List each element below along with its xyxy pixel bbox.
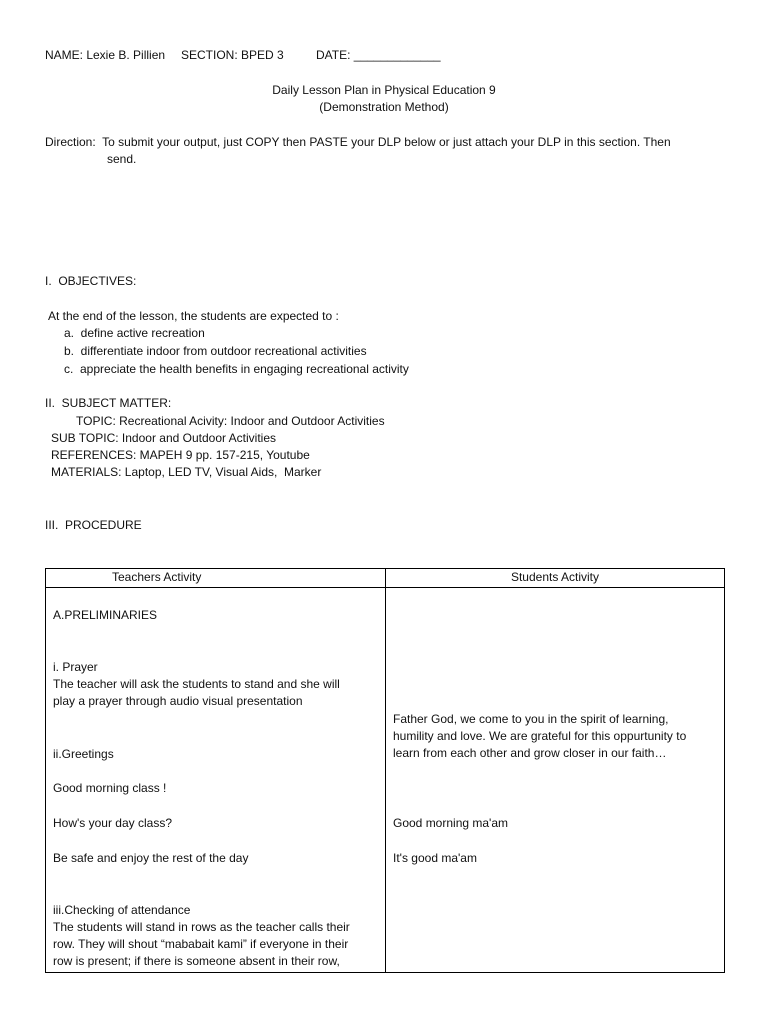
student-prayer-line-1: Father God, we come to you in the spirit of learning, bbox=[393, 712, 669, 726]
prayer-text-line-1: The teacher will ask the students to stand and she will bbox=[53, 677, 340, 691]
procedure-heading: III. PROCEDURE bbox=[45, 518, 142, 532]
subject-matter-heading: II. SUBJECT MATTER: bbox=[45, 396, 172, 410]
teacher-greeting-2: How's your day class? bbox=[53, 816, 173, 830]
attendance-text-line-2: row. They will shout “mababait kami” if everyone in their bbox=[53, 937, 349, 951]
attendance-text-line-1: The students will stand in rows as the teacher calls their bbox=[53, 920, 350, 934]
objective-item-b: b. differentiate indoor from outdoor recreational activities bbox=[64, 344, 367, 358]
student-prayer-line-2: humility and love. We are grateful for this oppurtunity to bbox=[393, 729, 687, 743]
table-header-row bbox=[46, 569, 725, 588]
student-activity-cell bbox=[386, 588, 725, 973]
teacher-greeting-1: Good morning class ! bbox=[53, 781, 167, 795]
direction-line-2: send. bbox=[107, 152, 137, 166]
student-section: SECTION: BPED 3 bbox=[181, 48, 284, 62]
greetings-label: ii.Greetings bbox=[53, 747, 114, 761]
student-reply-1: Good morning ma'am bbox=[393, 816, 509, 830]
students-activity-header: Students Activity bbox=[386, 569, 725, 588]
student-reply-2: It's good ma'am bbox=[393, 851, 477, 865]
attendance-label: iii.Checking of attendance bbox=[53, 903, 191, 917]
subject-references: REFERENCES: MAPEH 9 pp. 157-215, Youtube bbox=[51, 448, 310, 462]
student-name: NAME: Lexie B. Pillien bbox=[45, 48, 166, 62]
attendance-text-line-3: row is present; if there is someone absent in their row, bbox=[53, 954, 340, 968]
document-subtitle: (Demonstration Method) bbox=[319, 100, 449, 114]
teacher-activity-cell bbox=[46, 588, 386, 973]
date-field: DATE: _____________ bbox=[316, 48, 441, 62]
document-title: Daily Lesson Plan in Physical Education 9 bbox=[272, 83, 496, 97]
student-prayer-line-3: learn from each other and grow closer in our faith… bbox=[393, 746, 667, 760]
prayer-text-line-2: play a prayer through audio visual presentation bbox=[53, 694, 303, 708]
objective-item-a: a. define active recreation bbox=[64, 326, 205, 340]
subject-materials: MATERIALS: Laptop, LED TV, Visual Aids, Marker bbox=[51, 465, 322, 479]
objective-item-c: c. appreciate the health benefits in engaging recreational activity bbox=[64, 362, 409, 376]
subject-sub-topic: SUB TOPIC: Indoor and Outdoor Activities bbox=[51, 431, 276, 445]
direction-line-1: Direction: To submit your output, just COPY then PASTE your DLP below or just attach your DLP in this section. Then bbox=[45, 135, 671, 149]
subject-topic: TOPIC: Recreational Acivity: Indoor and Outdoor Activities bbox=[76, 414, 385, 428]
objectives-intro: At the end of the lesson, the students are expected to : bbox=[48, 309, 339, 323]
objectives-heading: I. OBJECTIVES: bbox=[45, 274, 137, 288]
table-row bbox=[46, 588, 725, 973]
preliminaries-label: A.PRELIMINARIES bbox=[53, 608, 158, 622]
teacher-greeting-3: Be safe and enjoy the rest of the day bbox=[53, 851, 249, 865]
procedure-table bbox=[45, 568, 725, 973]
teachers-activity-header: Teachers Activity bbox=[46, 569, 386, 588]
prayer-label: i. Prayer bbox=[53, 660, 98, 674]
